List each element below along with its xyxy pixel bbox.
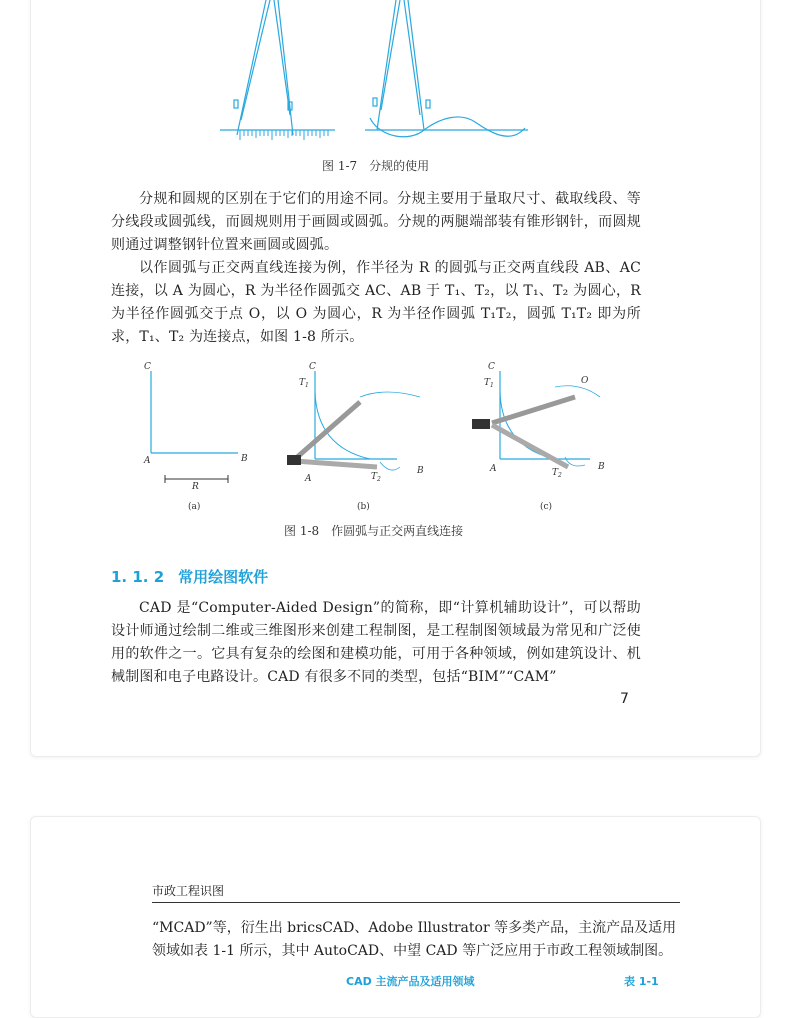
label-c-c: C	[488, 362, 495, 372]
section-title: 常用绘图软件	[178, 568, 269, 586]
label-b-c: B	[598, 462, 605, 472]
label-t2-c: $T_2$	[552, 468, 562, 479]
subfig-a-label: (a)	[188, 502, 201, 512]
label-c-b: C	[309, 362, 316, 372]
panel-b	[287, 362, 424, 512]
section-number: 1. 1. 2	[111, 568, 165, 586]
paragraph-4-text: “MCAD”等，衍生出 bricsCAD、Adobe Illustrator 等多类产品，主流产品及适用领域如表 1-1 所示，其中 AutoCAD、中望 CAD 等广泛应用于市政工程领域制图。	[152, 920, 677, 959]
label-b-b: B	[417, 466, 424, 476]
panel-c	[472, 362, 605, 512]
figure-1-7-divider-drawing	[220, 0, 540, 150]
paragraph-1-text: 分规和圆规的区别在于它们的用途不同。分规主要用于量取尺寸、截取线段、等分线段或圆弧线，而圆规则用于画圆或圆弧。分规的两腿端部装有锥形钢针，而圆规则通过调整钢针位置来画圆或圆弧。	[111, 191, 641, 253]
running-head: 市政工程识图	[152, 882, 680, 903]
section-heading	[111, 566, 282, 587]
paragraph-1	[111, 188, 641, 257]
table-caption-title: CAD 主流产品及适用领域	[346, 975, 475, 988]
label-t2-b: $T_2$	[371, 472, 381, 483]
label-t1-c: $T_1$	[484, 378, 494, 389]
subfig-b-label: (b)	[357, 502, 370, 512]
label-c-a: C	[144, 362, 151, 372]
panel-a	[143, 362, 248, 512]
paragraph-3-text: CAD 是“Computer-Aided Design”的简称，即“计算机辅助设计”，可以帮助设计师通过绘制二维或三维图形来创建工程制图，是工程制图领域最为常见和广泛使用的软件之一。它具有复杂的绘图和建模功能，可用于各种领域，例如建筑设计、机械制图和电子电路设计。CAD 有很多不同的类型，包括“BIM”“CAM”	[111, 600, 641, 685]
label-r: R	[192, 482, 199, 492]
label-t1-b: $T_1$	[299, 378, 309, 389]
page-number: 7	[620, 691, 629, 707]
figure-1-8-drawing	[130, 357, 650, 517]
paragraph-3	[111, 597, 641, 689]
paragraph-2-text: 以作圆弧与正交两直线连接为例，作半径为 R 的圆弧与正交两直线段 AB、AC 连接，以 A 为圆心，R 为半径作圆弧交 AC、AB 于 T₁、T₂，以 T₁、T₂ 为圆心，R 为半径作圆弧交于点 O，以 O 为圆心，R 为半径作圆弧 T₁T₂，圆弧 T₁T₂ 即为所求，T₁、T₂ 为连接点，如图 1-8 所示。	[111, 260, 641, 345]
paragraph-2	[111, 257, 641, 349]
label-o: O	[581, 376, 589, 386]
figure-1-8-caption: 图 1-8 作圆弧与正交两直线连接	[284, 524, 464, 538]
label-a-b: A	[305, 474, 312, 484]
paragraph-4	[152, 917, 682, 963]
label-a-c: A	[490, 464, 497, 474]
subfig-c-label: (c)	[540, 502, 553, 512]
label-b-a: B	[241, 454, 248, 464]
label-a-a: A	[144, 456, 151, 466]
figure-1-7-caption: 图 1-7 分规的使用	[322, 159, 430, 173]
table-caption-number: 表 1-1	[624, 975, 659, 988]
